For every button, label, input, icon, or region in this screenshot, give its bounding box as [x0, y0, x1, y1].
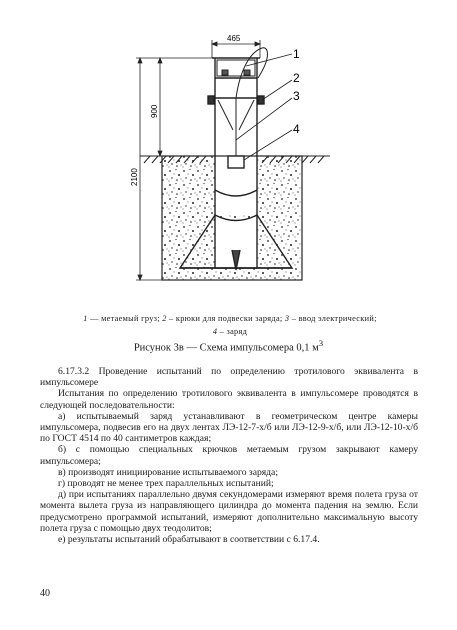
legend-num-1: 1 — [83, 314, 88, 323]
paragraph-intro: Испытания по определению тротилового эквивалента в импульсомере проводятся в следующей последовательности: — [40, 388, 418, 411]
legend-text-3: – ввод электрический; — [289, 314, 377, 323]
callout-2: 2 — [293, 71, 300, 85]
page-number: 40 — [40, 588, 50, 599]
dimension-upper — [156, 58, 212, 156]
figure-caption — [0, 338, 457, 354]
paragraph-d: г) проводят не менее трех параллельных испытаний; — [58, 478, 274, 490]
caption-text: Рисунок 3в — Схема импульсомера 0,1 м — [133, 342, 319, 354]
legend-text-1: — метаемый груз; — [87, 314, 163, 323]
dimension-total — [136, 58, 162, 280]
legend-num-4: 4 — [212, 327, 218, 336]
weight-load — [217, 60, 255, 76]
impulse-meter-diagram — [0, 0, 457, 310]
dim-upper-label: 900 — [150, 104, 159, 118]
figure-legend — [40, 312, 420, 338]
section-heading: 6.17.3.2 Проведение испытаний по определению тротилового эквивалента в импульсомере — [40, 366, 418, 389]
legend-num-2: 2 — [162, 314, 167, 323]
legend-num-3: 3 — [284, 314, 290, 323]
dim-total-label: 2100 — [130, 168, 139, 186]
paragraph-c: в) производят инициирование испытываемого заряда; — [58, 466, 278, 478]
dim-width-label: 465 — [227, 34, 241, 43]
paragraph-a: а) испытываемый заряд устанавливают в геометрическом центре камеры импульсомера, подвесив его на двух лентах ЛЭ-12-7-х/б или ЛЭ-12-9-х/б, или ЛЭ-12-10-х/б по ГОСТ 4514 по 40 сантиметров каждая; — [40, 410, 418, 445]
caption-sup: 3 — [318, 338, 324, 348]
legend-text-4: – заряд — [217, 327, 248, 336]
charge — [228, 156, 244, 168]
suspension-ribbons — [218, 98, 254, 160]
callout-1: 1 — [293, 47, 300, 61]
callout-3: 3 — [293, 89, 300, 103]
callout-4: 4 — [293, 122, 300, 136]
body-text — [40, 366, 418, 545]
paragraph-f: е) результаты испытаний обрабатывают в соответствии с 6.17.4. — [58, 534, 320, 546]
legend-text-2: – крюки для подвески заряда; — [166, 314, 285, 323]
paragraph-b: б) с помощью специальных крючков метаемым грузом закрывают камеру импульсомера; — [40, 444, 418, 467]
paragraph-e: д) при испытаниях параллельно двумя секундомерами измеряют время полета груза от момента вылета груза из направляющего цилиндра до момента падения на землю. Если предусмотрено программой испытаний, измеряют дополнительно максимальную высоту полета груза с помощью двух теодолитов; — [40, 489, 418, 534]
